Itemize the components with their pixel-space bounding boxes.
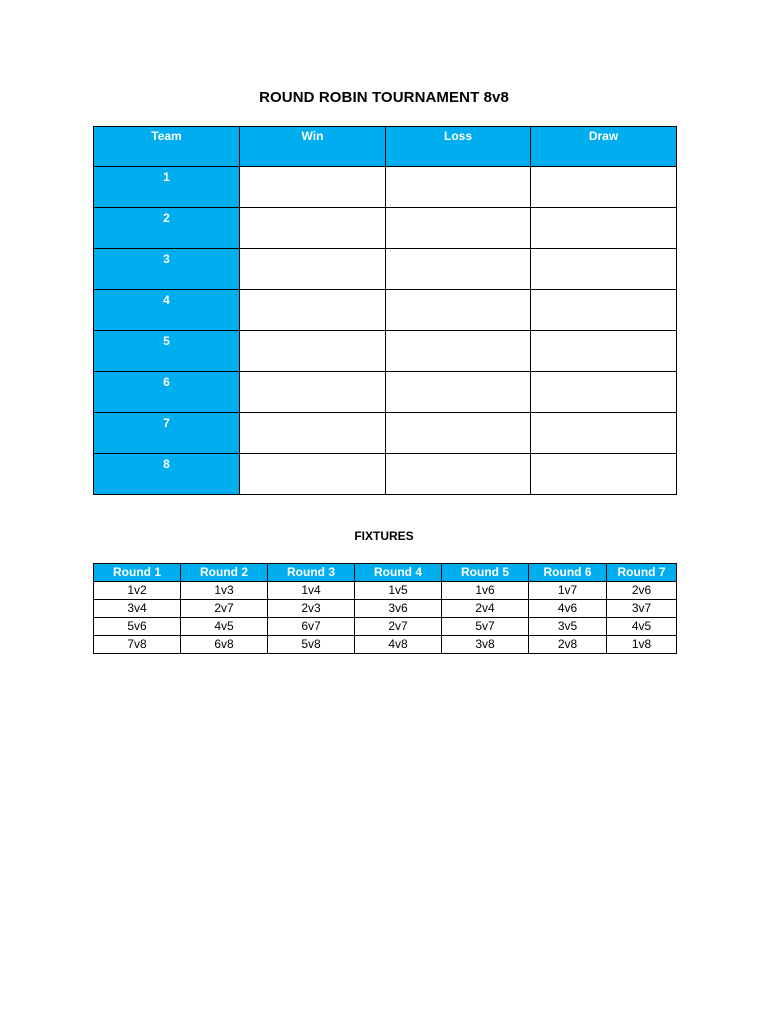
win-cell[interactable] <box>240 290 386 331</box>
table-row <box>94 331 677 372</box>
table-row <box>94 600 677 618</box>
fixture-cell: 3v4 <box>94 600 181 618</box>
table-row <box>94 290 677 331</box>
round-header: Round 3 <box>268 564 355 582</box>
standings-table <box>93 126 677 495</box>
fixture-cell: 6v7 <box>268 618 355 636</box>
win-cell[interactable] <box>240 167 386 208</box>
win-cell[interactable] <box>240 208 386 249</box>
draw-cell[interactable] <box>531 454 677 495</box>
fixture-cell: 4v8 <box>355 636 442 654</box>
header-loss: Loss <box>386 127 531 167</box>
fixtures-header-row <box>94 564 677 582</box>
draw-cell[interactable] <box>531 331 677 372</box>
round-header: Round 1 <box>94 564 181 582</box>
draw-cell[interactable] <box>531 167 677 208</box>
fixture-cell: 1v7 <box>529 582 607 600</box>
page-title: ROUND ROBIN TOURNAMENT 8v8 <box>259 89 509 106</box>
table-row <box>94 618 677 636</box>
loss-cell[interactable] <box>386 331 531 372</box>
team-number: 8 <box>94 454 240 495</box>
fixture-cell: 3v7 <box>607 600 677 618</box>
win-cell[interactable] <box>240 372 386 413</box>
fixture-cell: 6v8 <box>181 636 268 654</box>
win-cell[interactable] <box>240 331 386 372</box>
fixture-cell: 1v8 <box>607 636 677 654</box>
table-row <box>94 582 677 600</box>
team-number: 7 <box>94 413 240 454</box>
table-row <box>94 167 677 208</box>
loss-cell[interactable] <box>386 454 531 495</box>
fixtures-table <box>93 563 677 654</box>
loss-cell[interactable] <box>386 372 531 413</box>
round-header: Round 2 <box>181 564 268 582</box>
table-row <box>94 208 677 249</box>
fixture-cell: 4v5 <box>607 618 677 636</box>
round-header: Round 4 <box>355 564 442 582</box>
round-header: Round 7 <box>607 564 677 582</box>
draw-cell[interactable] <box>531 372 677 413</box>
loss-cell[interactable] <box>386 290 531 331</box>
header-win: Win <box>240 127 386 167</box>
draw-cell[interactable] <box>531 413 677 454</box>
win-cell[interactable] <box>240 249 386 290</box>
team-number: 3 <box>94 249 240 290</box>
fixture-cell: 1v5 <box>355 582 442 600</box>
fixture-cell: 3v5 <box>529 618 607 636</box>
table-row <box>94 413 677 454</box>
fixture-cell: 2v4 <box>442 600 529 618</box>
team-number: 2 <box>94 208 240 249</box>
fixture-cell: 1v2 <box>94 582 181 600</box>
fixture-cell: 3v8 <box>442 636 529 654</box>
loss-cell[interactable] <box>386 413 531 454</box>
fixture-cell: 1v4 <box>268 582 355 600</box>
loss-cell[interactable] <box>386 167 531 208</box>
fixture-cell: 3v6 <box>355 600 442 618</box>
header-team: Team <box>94 127 240 167</box>
header-draw: Draw <box>531 127 677 167</box>
standings-header-row <box>94 127 677 167</box>
fixture-cell: 5v8 <box>268 636 355 654</box>
fixture-cell: 5v6 <box>94 618 181 636</box>
fixture-cell: 4v5 <box>181 618 268 636</box>
win-cell[interactable] <box>240 454 386 495</box>
fixture-cell: 1v6 <box>442 582 529 600</box>
fixture-cell: 5v7 <box>442 618 529 636</box>
round-header: Round 5 <box>442 564 529 582</box>
fixture-cell: 2v7 <box>181 600 268 618</box>
team-number: 5 <box>94 331 240 372</box>
fixture-cell: 4v6 <box>529 600 607 618</box>
fixture-cell: 2v3 <box>268 600 355 618</box>
loss-cell[interactable] <box>386 249 531 290</box>
round-header: Round 6 <box>529 564 607 582</box>
team-number: 6 <box>94 372 240 413</box>
team-number: 4 <box>94 290 240 331</box>
table-row <box>94 454 677 495</box>
draw-cell[interactable] <box>531 290 677 331</box>
table-row <box>94 249 677 290</box>
win-cell[interactable] <box>240 413 386 454</box>
fixture-cell: 2v6 <box>607 582 677 600</box>
loss-cell[interactable] <box>386 208 531 249</box>
table-row <box>94 636 677 654</box>
team-number: 1 <box>94 167 240 208</box>
table-row <box>94 372 677 413</box>
fixtures-title: FIXTURES <box>354 529 414 543</box>
draw-cell[interactable] <box>531 208 677 249</box>
fixture-cell: 2v7 <box>355 618 442 636</box>
draw-cell[interactable] <box>531 249 677 290</box>
fixture-cell: 2v8 <box>529 636 607 654</box>
fixture-cell: 1v3 <box>181 582 268 600</box>
fixture-cell: 7v8 <box>94 636 181 654</box>
